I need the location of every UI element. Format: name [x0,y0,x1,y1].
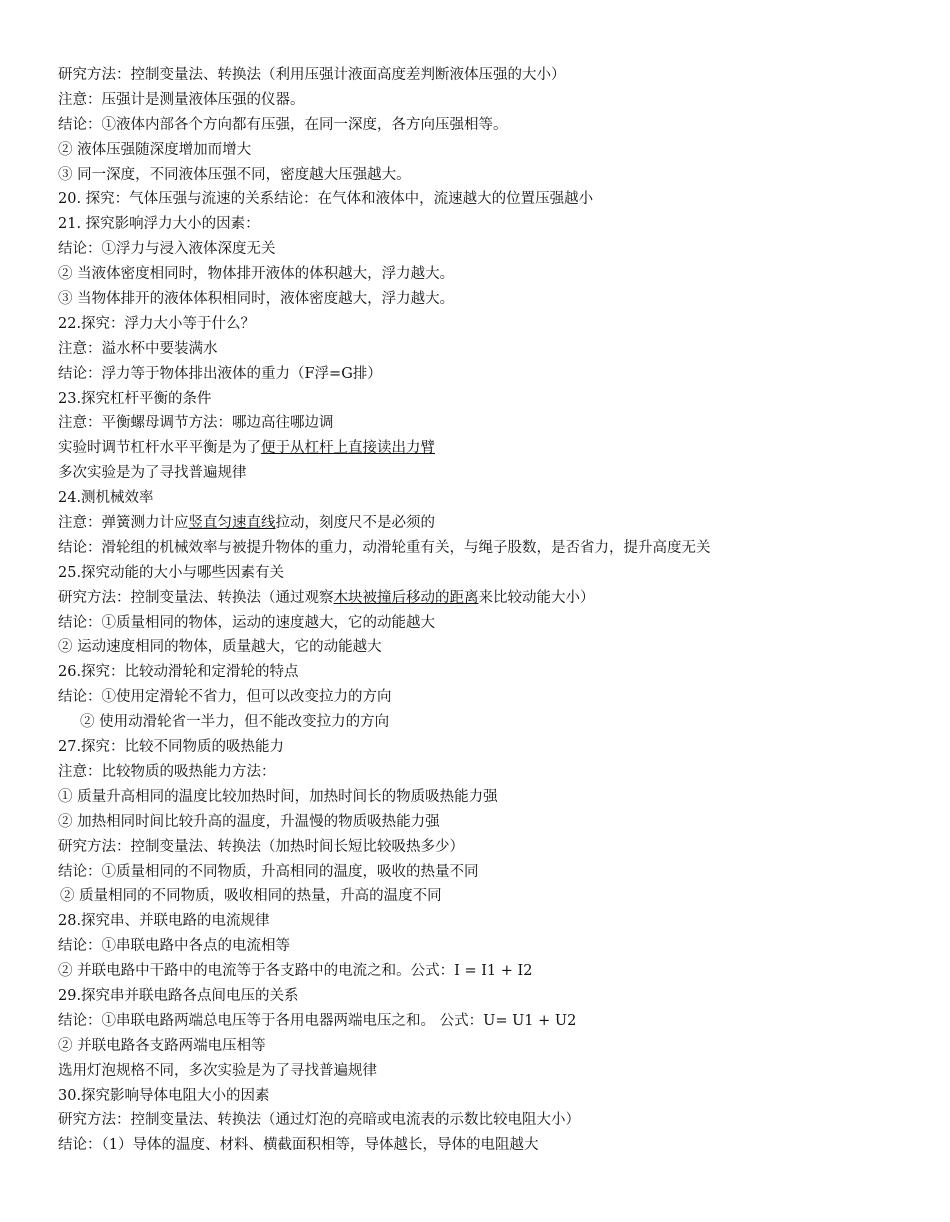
text-line: 结论：滑轮组的机械效率与被提升物体的重力，动滑轮重有关，与绳子股数，是否省力，提升高度无关 [58,539,711,556]
text-line: 结论：（1）导体的温度、材料、横截面积相等，导体越长，导体的电阻越大 [58,1137,539,1154]
text-line: 结论：①串联电路两端总电压等于各用电器两端电压之和。 公式：U= U1 + U2 [58,1012,577,1029]
text-line: 研究方法：控制变量法、转换法（通过灯泡的亮暗或电流表的示数比较电阻大小） [58,1112,580,1129]
text-line: ② 液体压强随深度增加而增大 [58,141,252,158]
text-line: 结论：①液体内部各个方向都有压强，在同一深度，各方向压强相等。 [58,116,508,133]
text-segment: 拉动，刻度尺不是必须的 [275,515,435,532]
text-line: 研究方法：控制变量法、转换法（加热时间长短比较吸热多少） [58,838,464,855]
text-line: 注意：平衡螺母调节方法：哪边高往哪边调 [58,415,334,432]
text-line: 29.探究串并联电路各点间电压的关系 [58,987,299,1004]
text-line: ③ 同一深度，不同液体压强不同，密度越大压强越大。 [58,166,411,183]
text-line: ② 当液体密度相同时，物体排开液体的体积越大，浮力越大。 [58,266,455,283]
text-line [58,586,938,611]
text-line: 注意：溢水杯中要装满水 [58,340,218,357]
text-line: 结论：①质量相同的不同物质，升高相同的温度，吸收的热量不同 [58,863,479,880]
underlined-text: 竖直匀速直线 [188,515,276,532]
text-line: 研究方法：控制变量法、转换法（利用压强计液面高度差判断液体压强的大小） [58,67,566,83]
text-line: ② 并联电路各支路两端电压相等 [58,1037,266,1054]
text-line [58,436,938,461]
underlined-text: 便于从杠杆上直接读出力臂 [261,440,435,457]
text-line: 30.探究影响导体电阻大小的因素 [58,1087,270,1104]
text-line: ② 质量相同的不同物质，吸收相同的热量，升高的温度不同 [60,888,442,905]
text-line: ③ 当物体排开的液体体积相同时，液体密度越大，浮力越大。 [58,291,455,308]
text-line: 结论：①质量相同的物体，运动的速度越大，它的动能越大 [58,614,435,631]
text-line: 注意：比较物质的吸热能力方法： [58,763,276,780]
text-line: 27.探究：比较不同物质的吸热能力 [58,739,285,756]
text-line: 注意：压强计是测量液体压强的仪器。 [58,91,305,108]
text-line [58,511,938,536]
text-line: 23.探究杠杆平衡的条件 [58,390,212,407]
text-segment: 研究方法：控制变量法、转换法（通过观察 [58,589,334,606]
text-line: ② 运动速度相同的物体，质量越大，它的动能越大 [58,639,382,656]
text-line: ② 加热相同时间比较升高的温度，升温慢的物质吸热能力强 [58,813,440,830]
text-line: 25.探究动能的大小与哪些因素有关 [58,564,285,581]
text-line: 结论：①串联电路中各点的电流相等 [58,938,290,955]
underlined-text: 木块被撞后移动的距离 [333,589,479,606]
text-line: 选用灯泡规格不同，多次实验是为了寻找普遍规律 [58,1062,377,1079]
text-segment: 来比较动能大小） [478,589,595,606]
text-line: 21. 探究影响浮力大小的因素： [58,216,260,233]
text-line: 多次实验是为了寻找普遍规律 [58,465,247,482]
text-line: ② 使用动滑轮省一半力，但不能改变拉力的方向 [80,714,390,731]
text-segment: 注意：弹簧测力计应 [58,515,189,532]
text-line: ① 质量升高相同的温度比较加热时间，加热时间长的物质吸热能力强 [58,788,498,805]
text-line: 28.探究串、并联电路的电流规律 [58,913,270,930]
text-line: 24.测机械效率 [58,490,154,507]
text-line: 22.探究：浮力大小等于什么？ [58,315,256,332]
text-line: 结论：①浮力与浸入液体深度无关 [58,241,276,258]
document-page [58,63,938,1158]
text-line: ② 并联电路中干路中的电流等于各支路中的电流之和。公式：I = I1 + I2 [58,963,533,980]
text-line: 20. 探究：气体压强与流速的关系结论：在气体和液体中，流速越大的位置压强越小 [58,191,594,208]
text-line: 结论：浮力等于物体排出液体的重力（F浮=G排） [58,365,382,382]
text-line: 26.探究：比较动滑轮和定滑轮的特点 [58,664,299,681]
text-line: 结论：①使用定滑轮不省力，但可以改变拉力的方向 [58,689,392,706]
text-segment: 实验时调节杠杆水平平衡是为了 [58,440,261,457]
